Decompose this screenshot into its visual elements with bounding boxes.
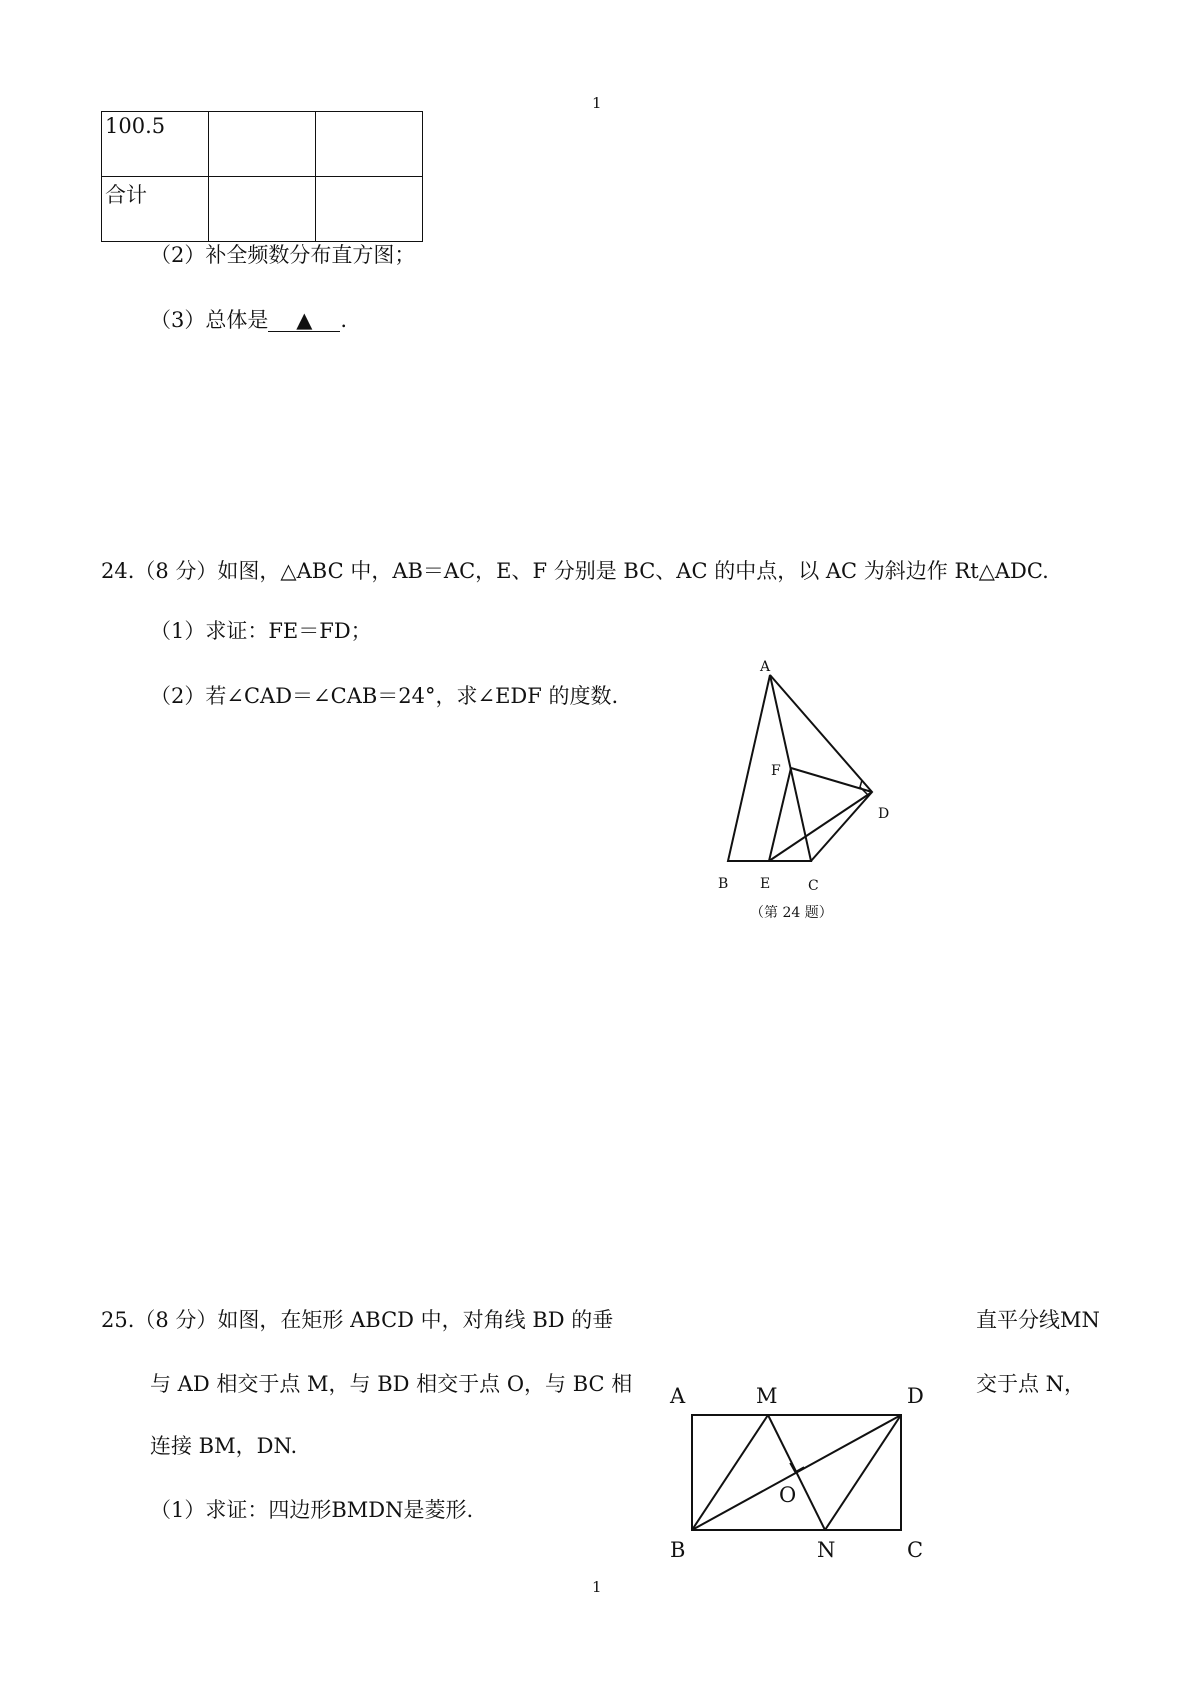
label-a: A	[760, 659, 771, 675]
page-number-bottom: 1	[592, 1578, 602, 1596]
label-m: M	[756, 1384, 778, 1408]
q25-line1-left: 25.（8 分）如图，在矩形 ABCD 中，对角线 BD 的垂	[101, 1308, 614, 1332]
q25-line3: 连接 BM，DN.	[150, 1434, 298, 1458]
table-cell	[316, 177, 423, 242]
triangle-abc	[728, 675, 811, 861]
frequency-table	[101, 111, 423, 242]
label-c: C	[808, 878, 819, 894]
q24-figure-lines	[728, 675, 872, 861]
page-number-top: 1	[592, 94, 602, 112]
table-cell: 合计	[102, 177, 209, 242]
table-cell	[209, 112, 316, 177]
q25-part1: （1）求证：四边形BMDN是菱形.	[150, 1498, 474, 1522]
q23-part3-prefix: （3）总体是	[150, 308, 269, 332]
segment-fe	[769, 768, 791, 861]
segment-bm	[692, 1415, 768, 1530]
figure-caption: （第 24 题）	[750, 905, 833, 921]
label-b: B	[718, 876, 729, 892]
table-cell	[209, 177, 316, 242]
segment-fd	[791, 768, 872, 792]
triangle-mark-icon: ▲	[296, 308, 313, 332]
triangle-adc-legs	[770, 675, 872, 861]
label-f: F	[771, 763, 781, 779]
q25-line2-right: 交于点 N，	[976, 1372, 1086, 1396]
segment-dn	[825, 1415, 901, 1530]
label-e: E	[760, 876, 771, 892]
answer-blank	[268, 310, 340, 332]
label-b: B	[670, 1538, 686, 1562]
table-cell: 100.5	[102, 112, 209, 177]
q24-part2: （2）若∠CAD＝∠CAB＝24°，求∠EDF 的度数.	[150, 684, 619, 708]
label-d: D	[907, 1384, 924, 1408]
label-a: A	[670, 1384, 686, 1408]
q23-part2: （2）补全频数分布直方图；	[150, 243, 416, 267]
label-d: D	[878, 806, 890, 822]
label-o: O	[779, 1483, 797, 1507]
q25-line1-right: 直平分线MN	[976, 1308, 1100, 1332]
q23-part3	[150, 304, 347, 334]
table-row	[102, 112, 423, 177]
q25-line2-left: 与 AD 相交于点 M，与 BD 相交于点 O，与 BC 相	[150, 1372, 633, 1396]
q24-stem: 24.（8 分）如图，△ABC 中，AB＝AC，E、F 分别是 BC、AC 的中点，以 AC 为斜边作 Rt△ADC.	[101, 559, 1049, 583]
q24-figure	[700, 650, 920, 925]
segment-mn	[768, 1415, 825, 1530]
table-row	[102, 177, 423, 242]
q25-figure-lines	[692, 1415, 901, 1530]
label-c: C	[907, 1538, 924, 1562]
table-cell	[316, 112, 423, 177]
q25-figure	[655, 1370, 945, 1565]
q24-part1: （1）求证：FE＝FD；	[150, 619, 372, 643]
q23-part3-suffix: .	[340, 308, 348, 332]
label-n: N	[817, 1538, 836, 1562]
